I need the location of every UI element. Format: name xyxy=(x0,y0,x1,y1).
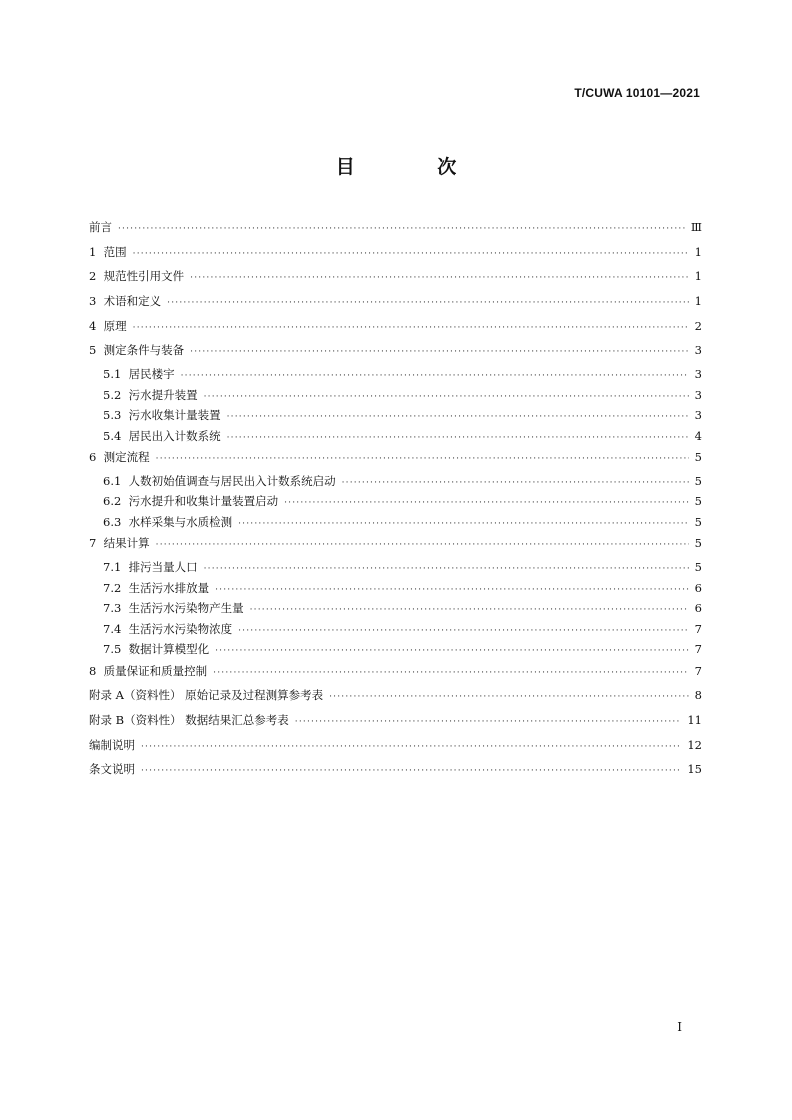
toc-entry-number: 1 xyxy=(89,244,104,259)
toc-entry[interactable] xyxy=(89,315,702,340)
toc-entry-number: 7.2 xyxy=(103,580,129,595)
toc-entry-page: 6 xyxy=(694,601,702,615)
table-of-contents xyxy=(89,216,702,783)
toc-leader-dots xyxy=(141,736,681,758)
toc-entry-label: 规范性引用文件 xyxy=(103,269,185,284)
toc-entry-page: 1 xyxy=(694,244,702,259)
toc-entry[interactable] xyxy=(89,339,702,364)
toc-leader-dots xyxy=(181,366,689,386)
toc-entry[interactable] xyxy=(89,758,702,783)
toc-leader-dots xyxy=(133,243,689,265)
page-title: 目 次 xyxy=(335,156,495,178)
toc-leader-dots xyxy=(156,448,689,470)
toc-leader-dots xyxy=(190,341,689,363)
toc-entry-page: 7 xyxy=(694,621,702,636)
toc-entry-label: 附录 A（资料性） 原始记录及过程测算参考表 xyxy=(89,688,324,703)
toc-entry-label: 范围 xyxy=(103,244,127,259)
toc-leader-dots xyxy=(227,428,689,448)
toc-entry-page: 7 xyxy=(694,642,702,656)
toc-entry-label: 居民楼宇 xyxy=(128,367,175,382)
toc-entry-label: 居民出入计数系统 xyxy=(128,428,221,443)
toc-leader-dots xyxy=(167,292,689,314)
toc-entry[interactable] xyxy=(89,491,702,512)
toc-leader-dots xyxy=(227,407,689,427)
toc-entry[interactable] xyxy=(89,709,702,734)
toc-leader-dots xyxy=(215,580,689,600)
toc-leader-dots xyxy=(133,317,689,339)
toc-leader-dots xyxy=(238,514,689,534)
toc-entry-page: 3 xyxy=(694,408,702,423)
toc-entry-label: 污水收集计量装置 xyxy=(128,408,221,423)
toc-entry-label: 原理 xyxy=(103,318,127,333)
toc-leader-dots xyxy=(284,493,689,513)
toc-entry[interactable] xyxy=(89,290,702,315)
toc-entry-number: 5 xyxy=(89,343,104,358)
page-number: I xyxy=(677,1020,682,1034)
toc-entry-number: 5.1 xyxy=(103,367,129,382)
toc-entry[interactable] xyxy=(89,734,702,759)
toc-entry-page: 2 xyxy=(694,318,702,333)
toc-leader-dots xyxy=(215,641,689,661)
toc-leader-dots xyxy=(190,267,689,289)
toc-entry-label: 编制说明 xyxy=(89,737,135,752)
toc-entry-page: 5 xyxy=(694,494,702,509)
toc-entry-number: 6.3 xyxy=(103,514,129,529)
toc-entry-page: Ⅲ xyxy=(690,220,702,234)
toc-entry[interactable] xyxy=(89,426,702,447)
toc-leader-dots xyxy=(329,686,689,708)
toc-entry[interactable] xyxy=(89,660,702,685)
toc-entry-page: 6 xyxy=(694,580,702,595)
toc-entry-number: 5.4 xyxy=(103,428,129,443)
toc-entry-label: 测定流程 xyxy=(103,450,150,465)
toc-entry-number: 6.1 xyxy=(103,473,129,488)
toc-entry[interactable] xyxy=(89,684,702,709)
toc-entry-number: 7.4 xyxy=(103,621,129,636)
toc-entry-number: 8 xyxy=(89,663,104,678)
toc-entry-page: 5 xyxy=(694,536,702,551)
toc-entry-label: 质量保证和质量控制 xyxy=(103,663,208,678)
toc-entry-page: 5 xyxy=(694,560,702,574)
toc-entry-label: 排污当量人口 xyxy=(128,560,198,574)
toc-entry-page: 11 xyxy=(687,712,702,727)
toc-entry-number: 5.2 xyxy=(103,387,129,402)
toc-leader-dots xyxy=(295,711,682,733)
toc-leader-dots xyxy=(342,473,689,493)
toc-entry-page: 12 xyxy=(687,737,702,752)
toc-entry[interactable] xyxy=(89,557,702,578)
toc-entry[interactable] xyxy=(89,471,702,492)
toc-leader-dots xyxy=(156,534,689,556)
toc-leader-dots xyxy=(238,621,689,641)
toc-entry-label: 术语和定义 xyxy=(103,294,162,309)
toc-entry-label: 结果计算 xyxy=(103,536,150,551)
toc-entry-number: 7.5 xyxy=(103,642,129,656)
toc-entry-label: 条文说明 xyxy=(89,762,135,777)
toc-entry-page: 1 xyxy=(694,269,702,284)
toc-entry[interactable] xyxy=(89,265,702,290)
toc-entry[interactable] xyxy=(89,639,702,660)
toc-leader-dots xyxy=(213,662,689,684)
toc-entry[interactable] xyxy=(89,241,702,266)
toc-entry-page: 4 xyxy=(694,428,702,443)
toc-leader-dots xyxy=(204,387,689,407)
toc-entry[interactable] xyxy=(89,216,702,241)
toc-entry[interactable] xyxy=(89,578,702,599)
toc-entry-number: 3 xyxy=(89,294,104,309)
toc-entry-number: 2 xyxy=(89,269,104,284)
toc-entry-label: 水样采集与水质检测 xyxy=(128,514,233,529)
toc-leader-dots xyxy=(118,218,685,240)
toc-entry[interactable] xyxy=(89,364,702,385)
toc-entry-page: 7 xyxy=(694,663,702,678)
toc-entry-number: 7.3 xyxy=(103,601,129,615)
toc-entry-label: 附录 B（资料性） 数据结果汇总参考表 xyxy=(89,712,289,727)
toc-leader-dots xyxy=(204,559,689,579)
toc-entry-label: 污水提升和收集计量装置启动 xyxy=(128,494,279,509)
toc-entry[interactable] xyxy=(89,619,702,640)
toc-entry-label: 数据计算模型化 xyxy=(128,642,210,656)
toc-entry-page: 1 xyxy=(694,294,702,309)
toc-entry[interactable] xyxy=(89,385,702,406)
toc-entry-number: 7 xyxy=(89,536,104,551)
toc-entry-number: 4 xyxy=(89,318,104,333)
toc-entry[interactable] xyxy=(89,512,702,533)
toc-entry-page: 8 xyxy=(694,688,702,703)
toc-leader-dots xyxy=(250,600,689,620)
toc-entry-number: 6.2 xyxy=(103,494,129,509)
toc-entry-page: 3 xyxy=(694,343,702,358)
toc-entry-label: 测定条件与装备 xyxy=(103,343,185,358)
standard-code: T/CUWA 10101—2021 xyxy=(574,86,700,100)
toc-entry-page: 15 xyxy=(687,762,702,777)
toc-entry[interactable] xyxy=(89,532,702,557)
toc-entry-label: 前言 xyxy=(89,220,112,234)
toc-entry-page: 5 xyxy=(694,450,702,465)
toc-entry[interactable] xyxy=(89,598,702,619)
toc-entry-page: 5 xyxy=(694,473,702,488)
toc-entry-label: 污水提升装置 xyxy=(128,387,198,402)
toc-entry[interactable] xyxy=(89,446,702,471)
toc-entry-page: 5 xyxy=(694,514,702,529)
toc-leader-dots xyxy=(141,760,681,782)
toc-entry-label: 人数初始值调查与居民出入计数系统启动 xyxy=(128,473,336,488)
toc-entry-number: 6 xyxy=(89,450,104,465)
toc-entry-label: 生活污水污染物产生量 xyxy=(128,601,244,615)
toc-entry-number: 5.3 xyxy=(103,408,129,423)
toc-entry-page: 3 xyxy=(694,367,702,382)
toc-entry-label: 生活污水污染物浓度 xyxy=(128,621,233,636)
toc-entry-number: 7.1 xyxy=(103,560,129,574)
toc-entry[interactable] xyxy=(89,405,702,426)
toc-entry-label: 生活污水排放量 xyxy=(128,580,210,595)
toc-entry-page: 3 xyxy=(694,387,702,402)
